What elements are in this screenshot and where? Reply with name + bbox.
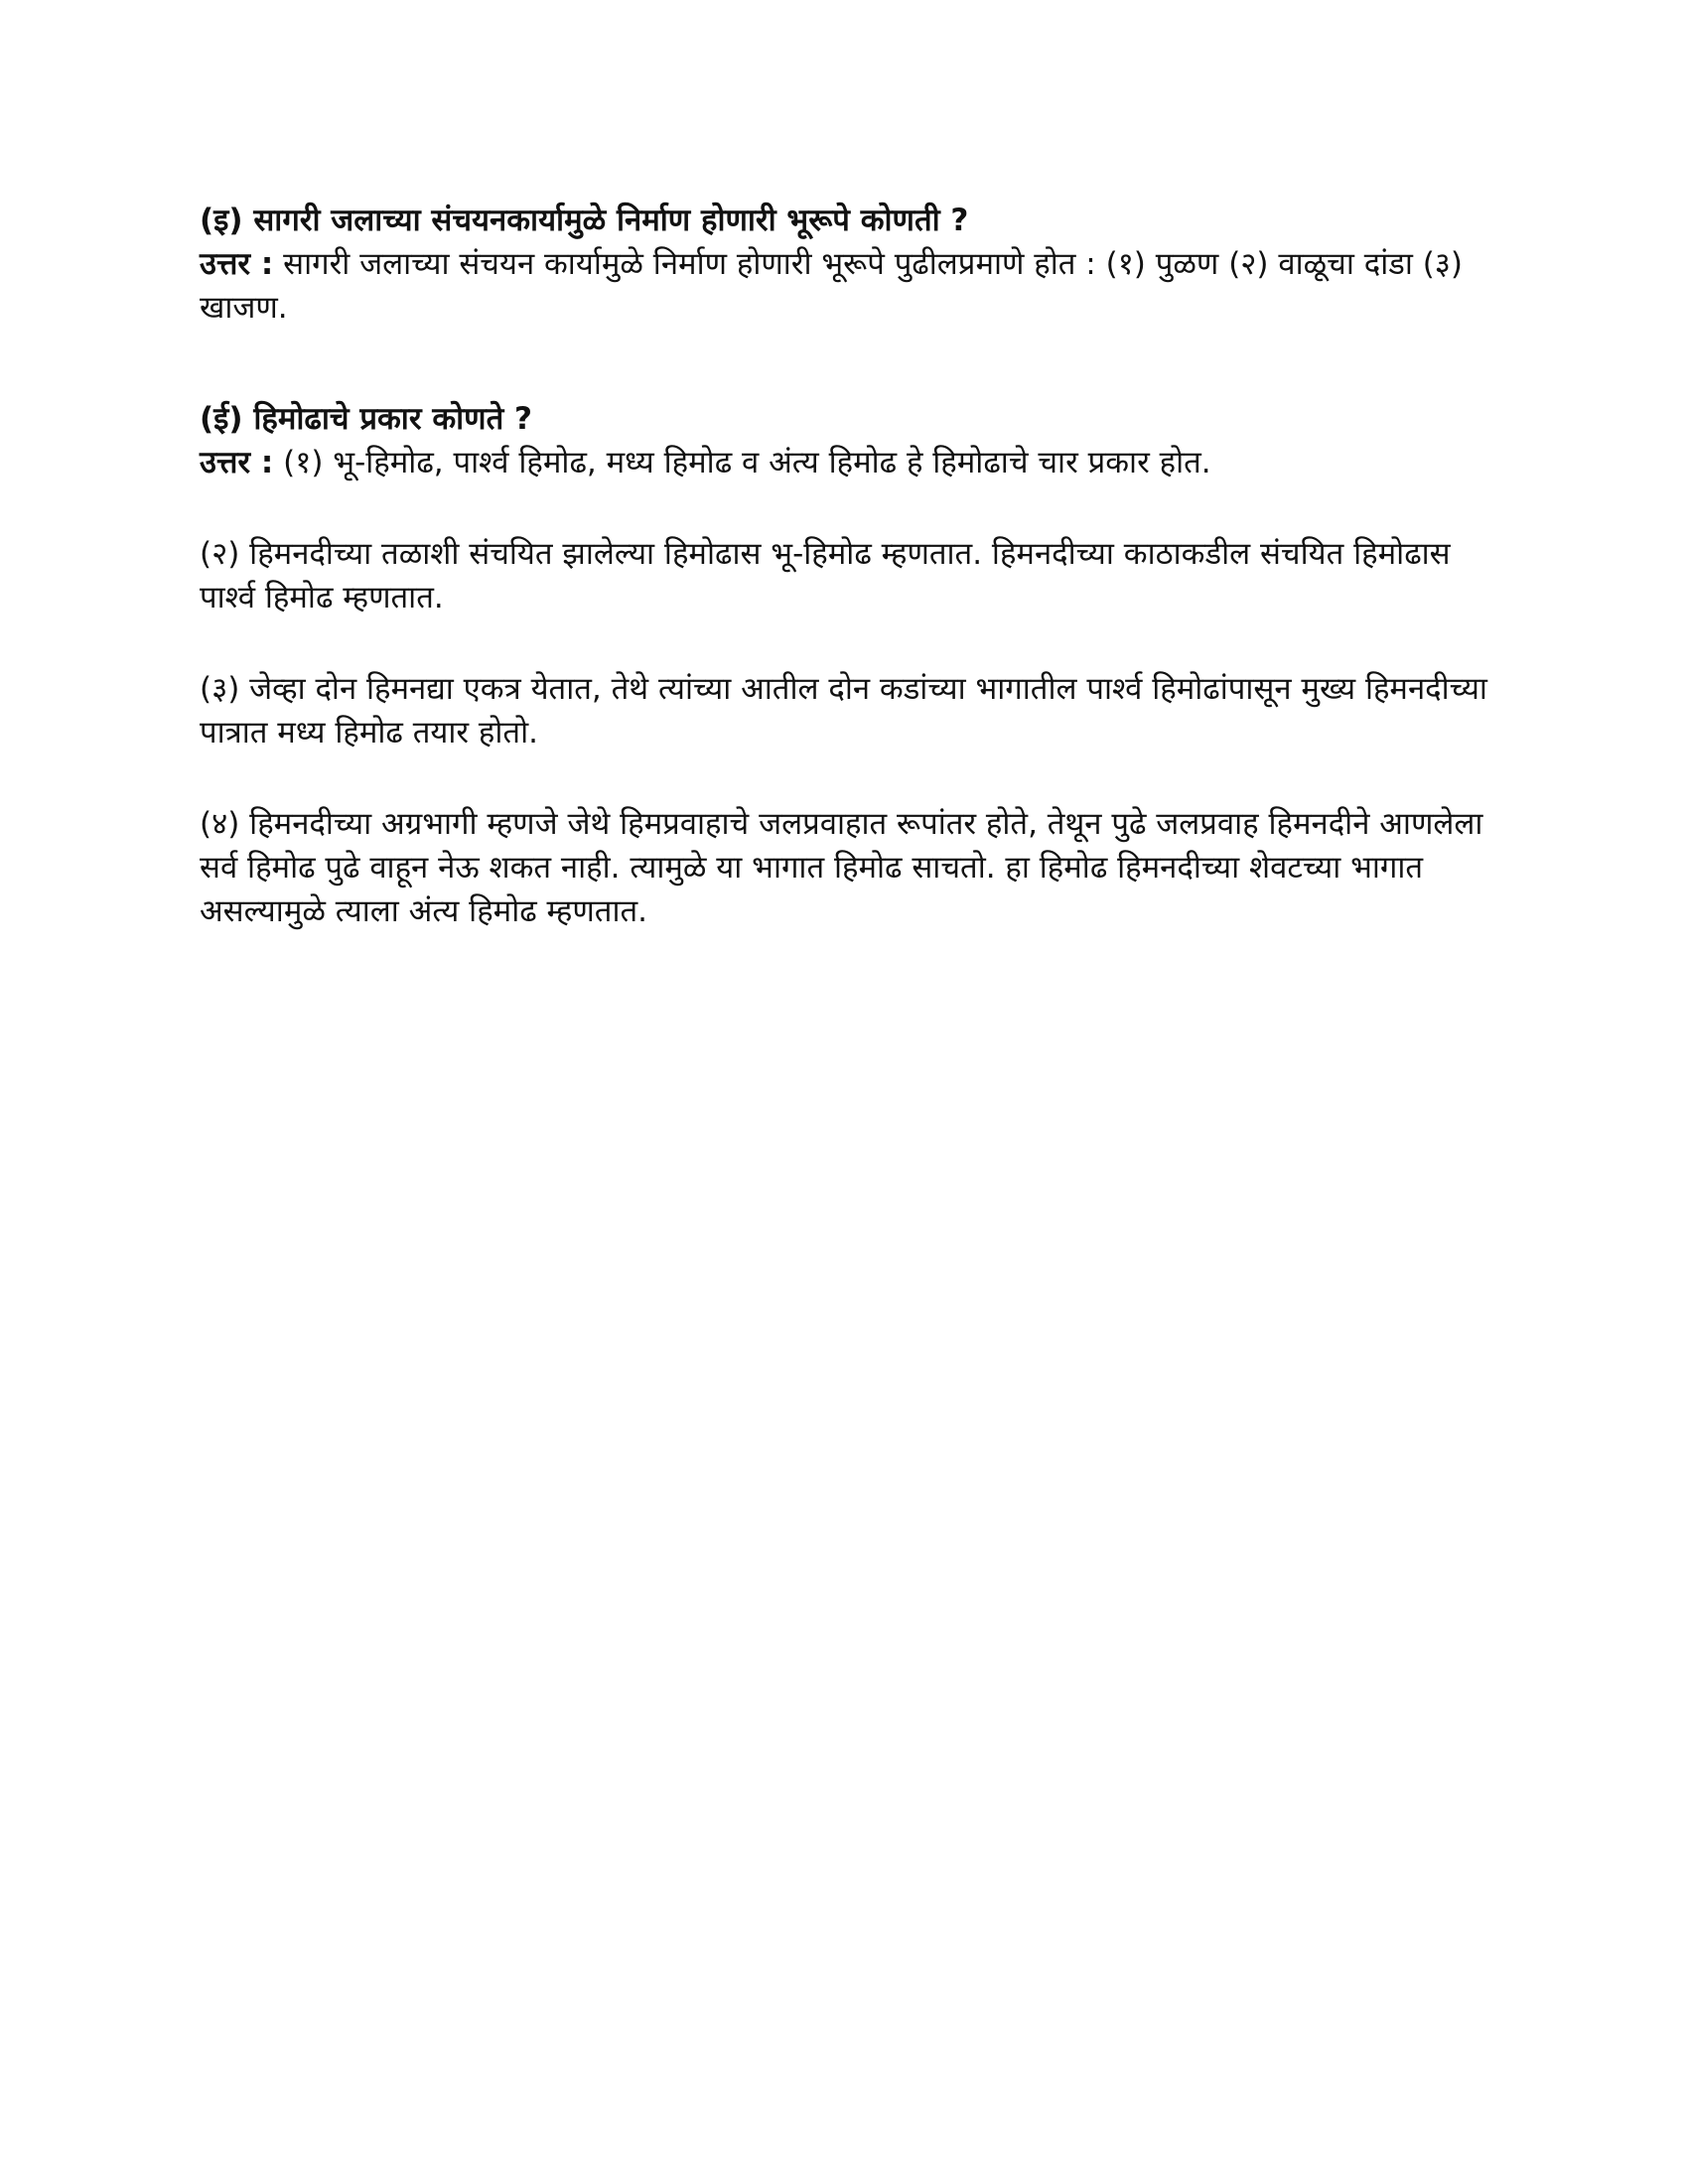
question-heading: (इ) सागरी जलाच्या संचयनकार्यामुळे निर्माण होणारी भूरूपे कोणती ? [200,203,969,238]
question-heading: (ई) हिमोढाचे प्रकार कोणते ? [200,401,533,437]
answer-point-3: (३) जेव्हा दोन हिमनद्या एकत्र येतात, तेथे त्यांच्या आतील दोन कडांच्या भागातील पार्श्व हिमोढांपासून मुख्य हिमनदीच्या पात्रात मध्य हिमोढ तयार होतो. [200,671,1487,751]
answer-text: (१) भू-हिमोढ, पार्श्व हिमोढ, मध्य हिमोढ व अंत्य हिमोढ हे हिमोढाचे चार प्रकार होत. [273,445,1211,480]
qa-block-himodh [200,397,1490,933]
answer-label: उत्तर : [200,445,274,480]
answer-paragraph [200,242,1490,330]
answer-paragraph [200,441,1490,484]
section-spacer [200,359,1490,397]
answer-point-4: (४) हिमनदीच्या अग्रभागी म्हणजे जेथे हिमप्रवाहाचे जलप्रवाहात रूपांतर होते, तेथून पुढे जलप्रवाह हिमनदीने आणलेला सर्व हिमोढ पुढे वाहून नेऊ शकत नाही. त्यामुळे या भागात हिमोढ साचतो. हा हिमोढ हिमनदीच्या शेवटच्या भागात असल्यामुळे त्याला अंत्य हिमोढ म्हणतात. [200,806,1483,929]
answer-text: सागरी जलाच्या संचयन कार्यामुळे निर्माण होणारी भूरूपे पुढीलप्रमाणे होत : (१) पुळण (२) वाळूचा दांडा (३) खाजण. [200,246,1464,326]
answer-label: उत्तर : [200,246,274,282]
answer-point-2: (२) हिमनदीच्या तळाशी संचयित झालेल्या हिमोढास भू-हिमोढ म्हणतात. हिमनदीच्या काठाकडील संचयित हिमोढास पार्श्व हिमोढ म्हणतात. [200,536,1451,615]
document-content [200,199,1490,963]
qa-block-sagari [200,199,1490,330]
